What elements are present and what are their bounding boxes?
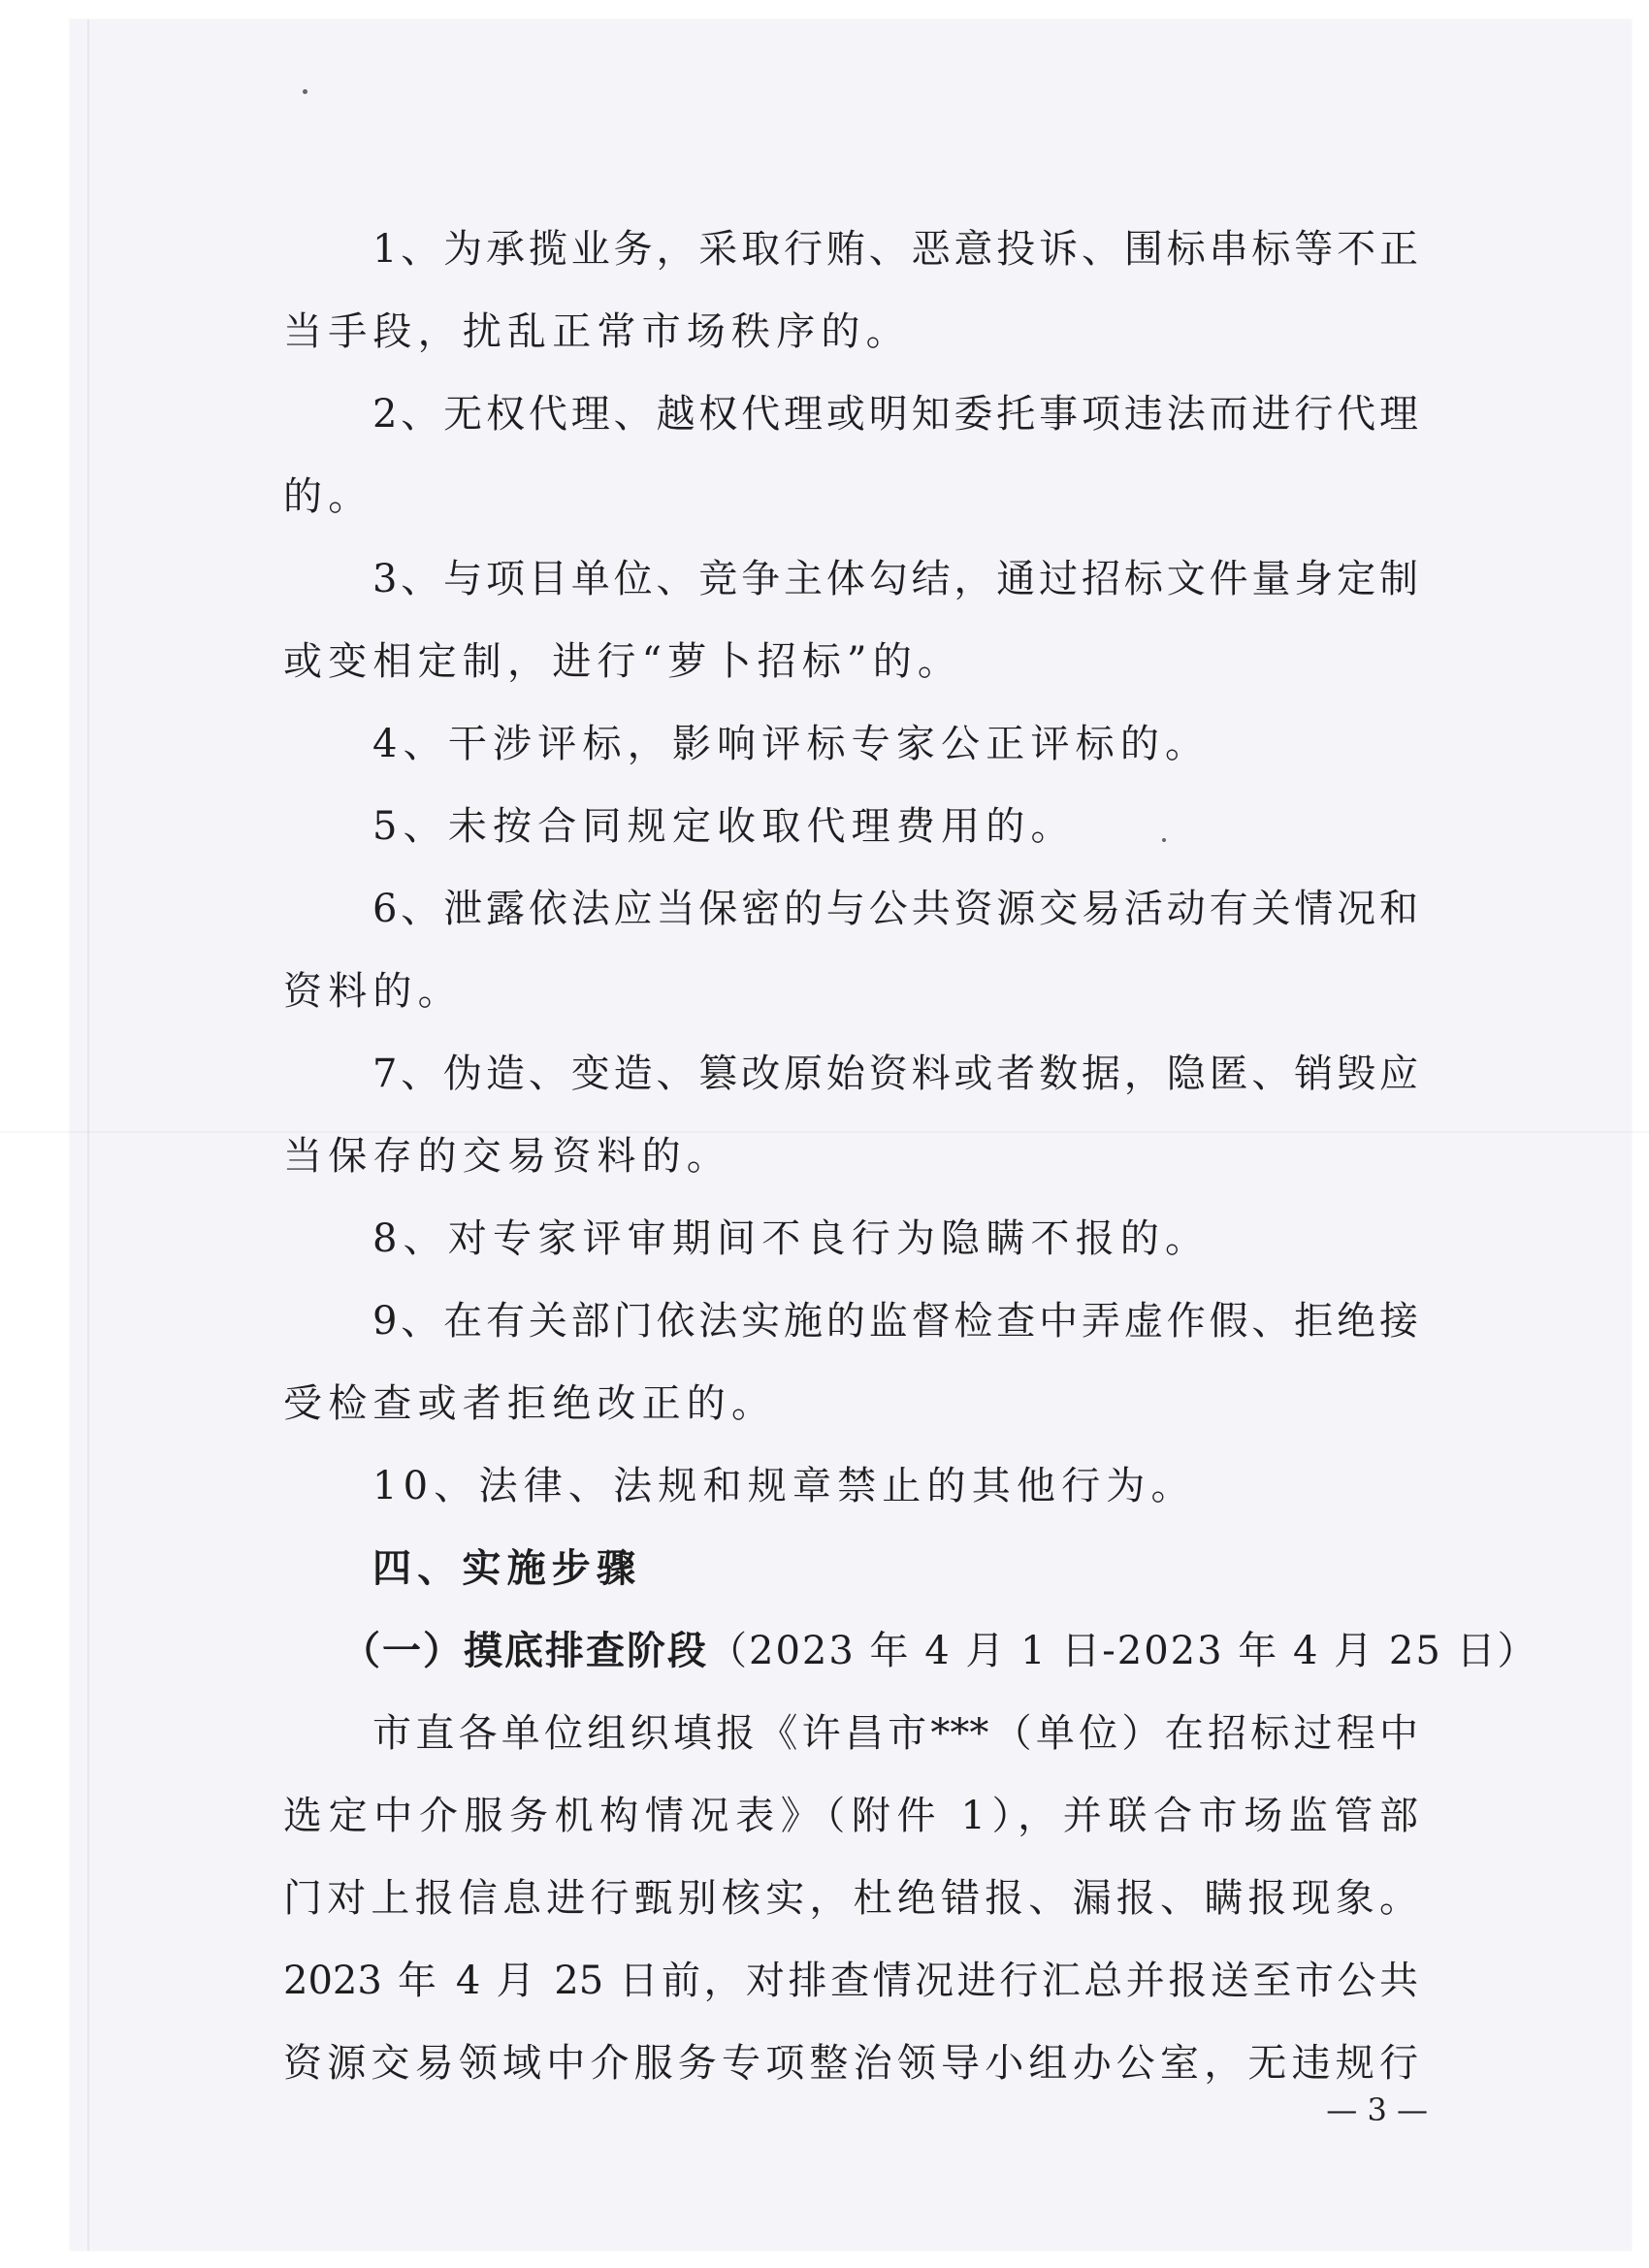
scan-speck [303,89,307,94]
list-item-2-line-2: 的。 [283,474,373,519]
list-item-6-line-2: 资料的。 [283,969,463,1014]
paragraph-line-2: 选定中介服务机构情况表》（附件 1），并联合市场监管部 [283,1794,1418,1838]
list-item-1-line-1: 1、为承揽业务，采取行贿、恶意投诉、围标串标等不正 [372,227,1418,272]
list-item-1-line-2: 当手段，扰乱正常市场秩序的。 [283,309,911,354]
list-item-6-line-1: 6、泄露依法应当保密的与公共资源交易活动有关情况和 [372,887,1418,931]
paragraph-line-3: 门对上报信息进行甄别核实，杜绝错报、漏报、瞒报现象。 [283,1876,1418,1921]
stage-dates: （2023 年 4 月 1 日-2023 年 4 月 25 日） [708,1629,1538,1673]
stage-heading [283,1615,1538,1687]
paragraph-line-4: 2023 年 4 月 25 日前，对排查情况进行汇总并报送至市公共 [283,1959,1418,2003]
list-item-2-line-1: 2、无权代理、越权代理或明知委托事项违法而进行代理 [372,392,1418,437]
paragraph-line-5: 资源交易领域中介服务专项整治领导小组办公室，无违规行 [283,2041,1418,2086]
list-item-7-line-1: 7、伪造、变造、篡改原始资料或者数据，隐匿、销毁应 [372,1052,1418,1096]
stage-title: （一）摸底排查阶段 [341,1628,708,1673]
list-item-7-line-2: 当保存的交易资料的。 [283,1134,731,1179]
page-edge [87,19,89,2251]
list-item-3-line-2: 或变相定制，进行“萝卜招标”的。 [283,639,963,684]
list-item-9-line-1: 9、在有关部门依法实施的监督检查中弄虚作假、拒绝接 [372,1299,1418,1344]
list-item-9-line-2: 受检查或者拒绝改正的。 [283,1381,777,1426]
section-heading-implementation-steps: 四、实施步骤 [372,1546,642,1591]
list-item-10: 10、法律、法规和规章禁止的其他行为。 [372,1464,1196,1508]
list-item-3-line-1: 3、与项目单位、竞争主体勾结，通过招标文件量身定制 [372,557,1418,601]
paragraph-line-1: 市直各单位组织填报《许昌市***（单位）在招标过程中 [372,1711,1418,1756]
list-item-5: 5、未按合同规定收取代理费用的。 [372,804,1076,849]
page-number: — 3 — [1326,2091,1428,2128]
list-item-8: 8、对专家评审期间不良行为隐瞒不报的。 [372,1216,1211,1261]
list-item-4: 4、干涉评标，影响评标专家公正评标的。 [372,722,1211,766]
